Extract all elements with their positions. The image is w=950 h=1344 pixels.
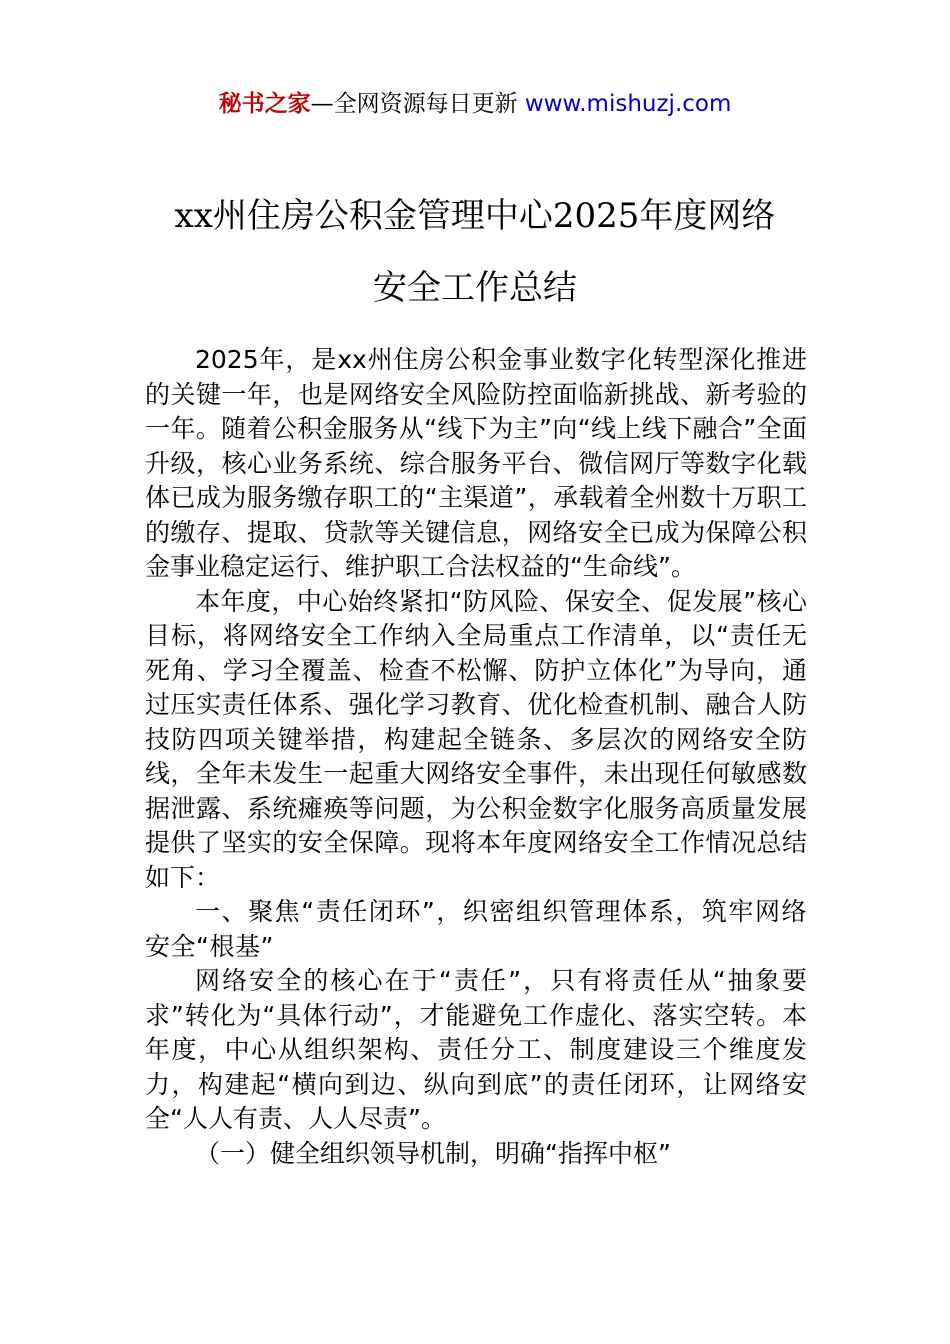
paragraph-overview: 本年度，中心始终紧扣“防风险、保安全、促发展”核心目标，将网络安全工作纳入全局重点工作清单，以“责任无死角、学习全覆盖、检查不松懈、防护立体化”为导向，通过压实责任体系、强化学习教育、优化检查机制、融合人防技防四项关键举措，构建起全链条、多层次的网络安全防线，全年未发生一起重大网络安全事件，未出现任何敏感数据泄露、系统瘫痪等问题，为公积金数字化服务高质量发展提供了坚实的安全保障。现将本年度网络安全工作情况总结如下： [145, 586, 807, 892]
document-title [0, 180, 950, 324]
site-header [0, 86, 950, 122]
paragraph-section-1: 网络安全的核心在于“责任”，只有将责任从“抽象要求”转化为“具体行动”，才能避免工作虚化、落实空转。本年度，中心从组织架构、责任分工、制度建设三个维度发力，构建起“横向到边、纵向到底”的责任闭环，让网络安全“人人有责、人人尽责”。 [145, 966, 807, 1133]
title-line-2: 安全工作总结 [373, 268, 577, 308]
title-line-1: xx州住房公积金管理中心2025年度网络 [174, 196, 776, 236]
subsection-heading-1: （一）健全组织领导机制，明确“指挥中枢” [195, 1138, 671, 1168]
document-body [145, 343, 807, 1171]
site-tagline: —全网资源每日更新 [310, 91, 525, 117]
section-heading-1: 一、聚焦“责任闭环”，织密组织管理体系，筑牢网络安全“根基” [145, 897, 807, 961]
paragraph-intro: 2025年，是xx州住房公积金事业数字化转型深化推进的关键一年，也是网络安全风险防控面临新挑战、新考验的一年。随着公积金服务从“线下为主”向“线上线下融合”全面升级，核心业务系统、综合服务平台、微信网厅等数字化载体已成为服务缴存职工的“主渠道”，承载着全州数十万职工的缴存、提取、贷款等关键信息，网络安全已成为保障公积金事业稳定运行、维护职工合法权益的“生命线”。 [145, 345, 807, 581]
site-brand[interactable]: 秘书之家 [218, 91, 311, 117]
site-url-link[interactable]: www.mishuzj.com [524, 91, 732, 117]
